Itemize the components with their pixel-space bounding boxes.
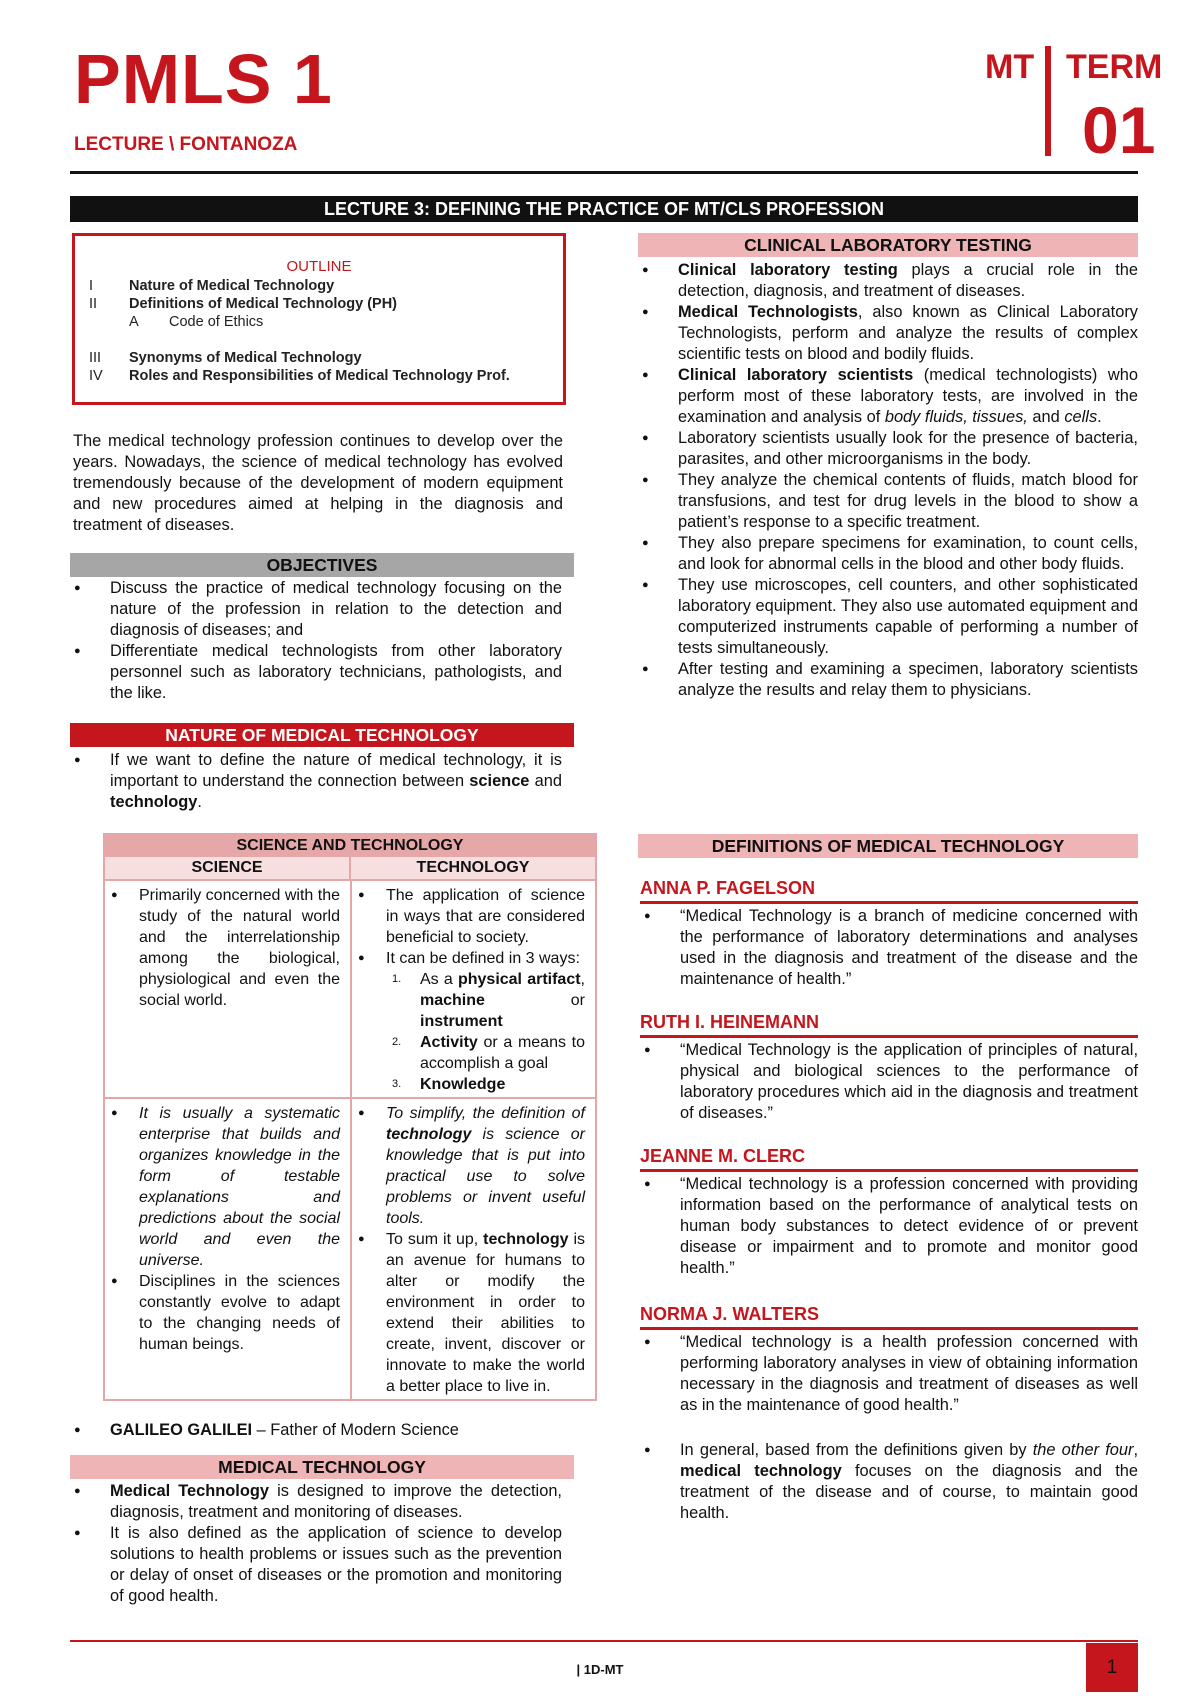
list-item: ● They use microscopes, cell counters, and other sophisticated laboratory equipment. They also use automated equipment and computerized instruments capable of performing a number of tests simultaneously. — [638, 575, 1138, 659]
list-item: ● Discuss the practice of medical technology focusing on the nature of the profession in relation to the detection and diagnosis of diseases; and — [70, 578, 562, 641]
footer-label: | 1D-MT — [576, 1662, 624, 1677]
list-item: ● It is also defined as the application of science to develop solutions to health problems or issues such as the prevention or delay of onset of diseases or the promotion and monitoring of good health. — [70, 1523, 562, 1607]
definitions-header: DEFINITIONS OF MEDICAL TECHNOLOGY — [638, 834, 1138, 858]
author-name: JEANNE M. CLERC — [640, 1146, 806, 1166]
author-rule — [640, 1035, 1138, 1038]
page-number: 1 — [1086, 1643, 1138, 1692]
brand-title: PMLS 1 — [74, 40, 333, 118]
author-quote: ● “Medical technology is a health profession concerned with performing laboratory analyses in view of obtaining information necessary in the diagnosis and treatment of diseases as well as in the maintenance of good health.” — [640, 1332, 1138, 1416]
medtech-list — [70, 1481, 562, 1607]
table-cell: ● To simplify, the definition of technology is science or knowledge that is put into practical use to solve problems or invent useful tools. ● To sum it up, technology is an avenue for humans to alter or modify the environment in order to extend their abilities to create, invent, discover or innovate to make the world a better place to live in. — [350, 1097, 595, 1399]
outline-item: II Definitions of Medical Technology (PH) — [89, 296, 397, 312]
header-rule — [70, 171, 1138, 174]
author-rule — [640, 1169, 1138, 1172]
list-item: ● After testing and examining a specimen, laboratory scientists analyze the results and relay them to physicians. — [638, 659, 1138, 701]
outline-item: I Nature of Medical Technology — [89, 278, 335, 294]
outline-item: IV Roles and Responsibilities of Medical Technology Prof. — [89, 368, 510, 384]
author-name: ANNA P. FAGELSON — [640, 878, 816, 898]
science-technology-table — [103, 833, 597, 1401]
section-label: MT — [985, 48, 1035, 86]
outline-item: III Synonyms of Medical Technology — [89, 350, 362, 366]
definitions-summary: ● In general, based from the definitions given by the other four, medical technology focuses on the diagnosis and the treatment of the disease and of course, to maintain good health. — [640, 1440, 1138, 1524]
nature-header: NATURE OF MEDICAL TECHNOLOGY — [70, 723, 574, 747]
list-item: ● Medical Technologists, also known as Clinical Laboratory Technologists, perform and analyze the results of complex scientific tests on blood and bodily fluids. — [638, 302, 1138, 365]
term-label: TERM — [1066, 48, 1163, 86]
table-row — [105, 1097, 595, 1399]
nature-list — [70, 750, 562, 813]
author-block — [640, 1146, 1138, 1279]
footer-rule — [70, 1640, 1138, 1642]
header-divider — [1045, 46, 1051, 156]
clinical-list — [638, 260, 1138, 701]
outline-box — [72, 233, 566, 405]
list-item: ● Clinical laboratory testing plays a crucial role in the detection, diagnosis, and treatment of diseases. — [638, 260, 1138, 302]
author-quote: ● “Medical Technology is the application of principles of natural, physical and biological sciences to the performance of laboratory procedures which aid in the diagnosis and treatment of diseases.” — [640, 1040, 1138, 1124]
list-item: ● Clinical laboratory scientists (medical technologists) who perform most of these laboratory tests, are involved in the examination and analysis of body fluids, tissues, and cells. — [638, 365, 1138, 428]
lecturer-label: LECTURE \ FONTANOZA — [74, 134, 298, 155]
list-item: ● Medical Technology is designed to improve the detection, diagnosis, treatment and monitoring of diseases. — [70, 1481, 562, 1523]
medtech-header: MEDICAL TECHNOLOGY — [70, 1455, 574, 1479]
author-quote: ● “Medical technology is a profession concerned with providing information based on the performance of analytical tests on human body substances to detect evidence of or prevent disease or impairment and to promote and monitor good health.” — [640, 1174, 1138, 1279]
objectives-header: OBJECTIVES — [70, 553, 574, 577]
outline-subitem: A Code of Ethics — [129, 314, 264, 330]
lecture-title: LECTURE 3: DEFINING THE PRACTICE OF MT/CLS PROFESSION — [70, 196, 1138, 222]
list-item: ● Differentiate medical technologists from other laboratory personnel such as laboratory technicians, pathologists, and the like. — [70, 641, 562, 704]
table-title: SCIENCE AND TECHNOLOGY — [105, 835, 595, 857]
clinical-header: CLINICAL LABORATORY TESTING — [638, 233, 1138, 257]
table-cell: ● Primarily concerned with the study of the natural world and the interrelationship among the biological, physiological and even the social world. — [105, 879, 350, 1097]
column-header-science: SCIENCE — [105, 857, 349, 879]
objectives-list — [70, 578, 562, 704]
list-item: ● They also prepare specimens for examination, to count cells, and look for abnormal cells in the blood and other body fluids. — [638, 533, 1138, 575]
author-name: NORMA J. WALTERS — [640, 1304, 819, 1324]
intro-paragraph: The medical technology profession continues to develop over the years. Nowadays, the science of medical technology has evolved tremendously because of the development of modern equipment and new procedures aimed at helping in the diagnosis and treatment of diseases. — [73, 432, 563, 534]
term-number: 01 — [1082, 93, 1156, 167]
author-name: RUTH I. HEINEMANN — [640, 1012, 819, 1032]
list-item: ● If we want to define the nature of medical technology, it is important to understand the connection between science and technology. — [70, 750, 562, 813]
outline-title: OUTLINE — [286, 258, 352, 275]
table-cell: ● It is usually a systematic enterprise that builds and organizes knowledge in the form of testable explanations and predictions about the social world and even the universe. ● Disciplines in the sciences constantly evolve to adapt to the changing needs of human beings. — [105, 1097, 350, 1399]
galileo-note: ● GALILEO GALILEI – Father of Modern Science — [70, 1420, 562, 1441]
table-row — [105, 879, 595, 1097]
author-block — [640, 1304, 1138, 1416]
author-rule — [640, 1327, 1138, 1330]
list-item: ● Laboratory scientists usually look for the presence of bacteria, parasites, and other microorganisms in the body. — [638, 428, 1138, 470]
table-cell: ● The application of science in ways that are considered beneficial to society. ● It can be defined in 3 ways: 1. As a physical artifact, machine or instrument 2. Activity or a means to accomplish a goal 3. Knowledge — [350, 879, 595, 1097]
column-header-technology: TECHNOLOGY — [349, 857, 595, 879]
author-rule — [640, 901, 1138, 904]
list-item: ● They analyze the chemical contents of fluids, match blood for transfusions, and test for drug levels in the blood to show a patient’s response to a specific treatment. — [638, 470, 1138, 533]
author-quote: ● “Medical Technology is a branch of medicine concerned with the performance of laboratory determinations and analyses used in the diagnosis and treatment of the disease and the maintenance of health.” — [640, 906, 1138, 990]
author-block — [640, 878, 1138, 990]
author-block — [640, 1012, 1138, 1124]
